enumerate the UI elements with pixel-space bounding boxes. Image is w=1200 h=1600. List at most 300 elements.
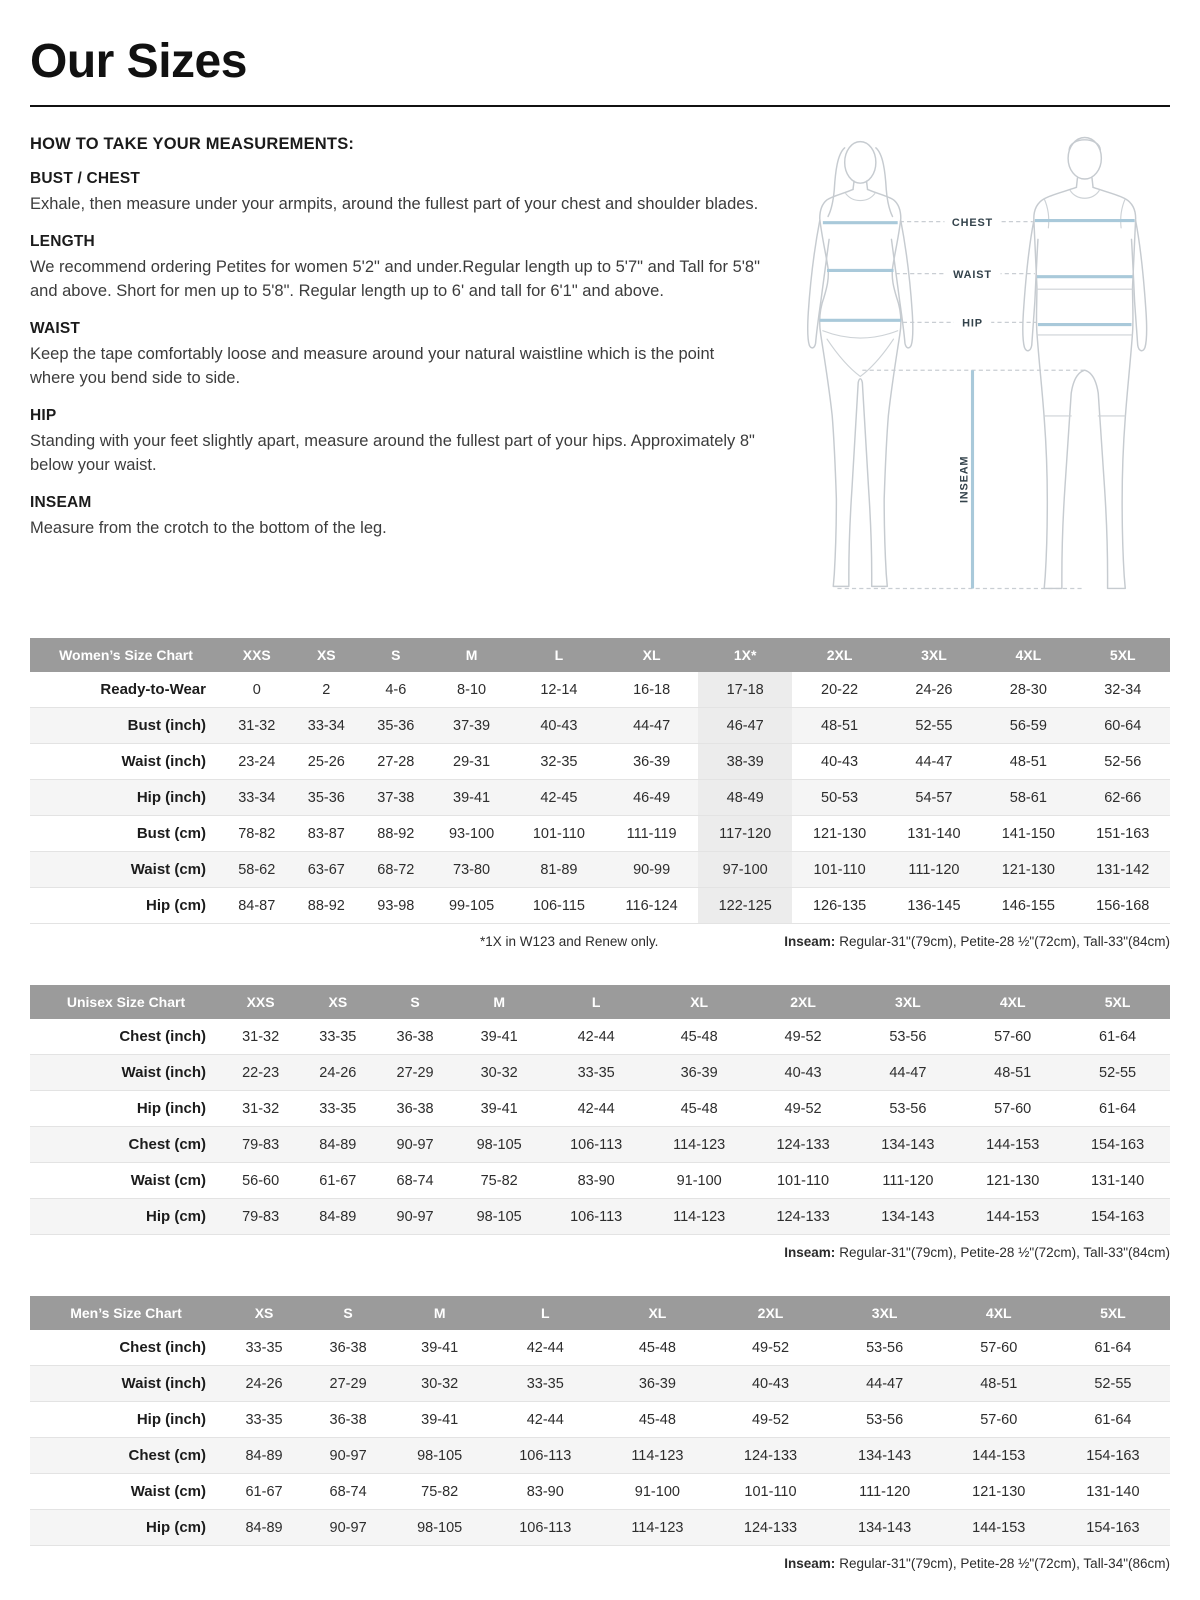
- unisex-footnotes: [30, 1245, 1170, 1260]
- size-cell: 42-44: [577, 1028, 615, 1045]
- column-header: XL: [648, 985, 751, 1019]
- size-cell: 36-38: [396, 1100, 434, 1117]
- hip-label: HIP: [962, 317, 983, 330]
- row-label: Hip (inch): [136, 1411, 206, 1428]
- size-cell: 68-72: [377, 861, 415, 878]
- instruction-body: Measure from the crotch to the bottom of the leg.: [30, 518, 387, 537]
- table-row: [30, 816, 1170, 852]
- size-cell: 48-51: [1009, 753, 1047, 770]
- size-cell: 20-22: [821, 681, 859, 698]
- size-cell: 124-133: [776, 1208, 830, 1225]
- size-cell: 83-87: [307, 825, 345, 842]
- size-cell: 131-140: [907, 825, 961, 842]
- size-cell: 101-110: [744, 1483, 797, 1500]
- size-cell: 79-83: [242, 1208, 280, 1225]
- size-cell: 50-53: [821, 789, 859, 806]
- table-row: [30, 1055, 1170, 1091]
- size-cell: 75-82: [421, 1483, 459, 1500]
- size-cell: 124-133: [743, 1447, 798, 1464]
- size-cell: 39-41: [453, 789, 491, 806]
- size-cell: 31-32: [242, 1100, 280, 1117]
- table-row: [30, 672, 1170, 708]
- size-cell: 79-83: [242, 1136, 280, 1153]
- size-cell: 53-56: [889, 1028, 927, 1045]
- size-cell: 49-52: [784, 1028, 822, 1045]
- measurement-diagram: [775, 125, 1170, 603]
- size-cell: 32-35: [540, 753, 578, 770]
- column-header: S: [376, 985, 453, 1019]
- table-row: [30, 780, 1170, 816]
- size-cell: 44-47: [915, 753, 953, 770]
- size-cell: 154-163: [1086, 1519, 1140, 1536]
- size-cell: 78-82: [238, 825, 276, 842]
- column-header: M: [431, 638, 513, 672]
- unisex-size-chart-table-holder: [30, 985, 1170, 1235]
- size-cell: 32-34: [1104, 681, 1142, 698]
- size-cell: 29-31: [453, 753, 491, 770]
- size-cell: 61-64: [1094, 1339, 1132, 1356]
- size-cell: 33-35: [245, 1411, 283, 1428]
- size-cell: 114-123: [631, 1447, 684, 1464]
- size-cell: 111-119: [626, 825, 677, 842]
- row-label: Waist (cm): [130, 861, 206, 878]
- size-cell: 124-133: [743, 1519, 798, 1536]
- size-cell: 154-163: [1086, 1447, 1140, 1464]
- table-row: [30, 1127, 1170, 1163]
- inseam-footnote: [784, 1556, 1170, 1571]
- size-cell: 39-41: [421, 1339, 459, 1356]
- size-cell: 106-113: [570, 1208, 623, 1225]
- size-cell: 38-39: [698, 744, 792, 780]
- size-cell: 25-26: [307, 753, 345, 770]
- row-label: Hip (cm): [146, 897, 206, 914]
- size-cell: 121-130: [1001, 861, 1055, 878]
- table-row: [30, 1199, 1170, 1235]
- header-row: [30, 1296, 1170, 1330]
- size-cell: 56-60: [242, 1172, 280, 1189]
- womens-size-chart-table-holder: [30, 638, 1170, 924]
- size-cell: 81-89: [540, 861, 578, 878]
- size-cell: 52-55: [1099, 1064, 1137, 1081]
- size-cell: 61-67: [319, 1172, 357, 1189]
- size-cell: 84-89: [319, 1136, 357, 1153]
- size-cell: 49-52: [751, 1339, 790, 1356]
- mens-size-chart-section: [30, 1296, 1170, 1571]
- size-cell: 33-35: [577, 1064, 615, 1081]
- size-cell: 98-105: [476, 1136, 522, 1153]
- size-cell: 30-32: [480, 1064, 518, 1081]
- size-cell: 33-35: [319, 1028, 357, 1045]
- size-cell: 33-34: [238, 789, 276, 806]
- size-cell: 84-89: [319, 1208, 357, 1225]
- page-title: Our Sizes: [30, 35, 247, 88]
- header-row: [30, 638, 1170, 672]
- size-cell: 46-47: [698, 708, 792, 744]
- column-header: XXS: [222, 638, 292, 672]
- size-cell: 42-45: [540, 789, 578, 806]
- column-header: 3XL: [887, 638, 981, 672]
- size-cell: 33-35: [245, 1339, 283, 1356]
- measurement-figure: [775, 125, 1170, 608]
- size-cell: 53-56: [889, 1100, 927, 1117]
- size-cell: 57-60: [994, 1028, 1032, 1045]
- size-cell: 45-48: [638, 1411, 676, 1428]
- size-cell: 97-100: [698, 852, 792, 888]
- table-title: Unisex Size Chart: [30, 985, 222, 1019]
- size-cell: 154-163: [1090, 1208, 1145, 1225]
- size-cell: 93-98: [377, 897, 415, 914]
- row-label: Chest (cm): [128, 1136, 206, 1153]
- size-cell: 101-110: [532, 825, 585, 842]
- size-cell: 53-56: [866, 1411, 904, 1428]
- table-title: Women’s Size Chart: [30, 638, 222, 672]
- row-label: Waist (cm): [130, 1172, 206, 1189]
- size-cell: 98-105: [417, 1519, 463, 1536]
- table-row: [30, 708, 1170, 744]
- size-cell: 36-38: [329, 1339, 367, 1356]
- size-cell: 151-163: [1096, 825, 1150, 842]
- column-header: 1X*: [698, 638, 792, 672]
- column-header: M: [454, 985, 545, 1019]
- size-cell: 144-153: [972, 1519, 1026, 1536]
- column-header: 2XL: [751, 985, 856, 1019]
- header-row: [30, 985, 1170, 1019]
- size-cell: 114-123: [631, 1519, 684, 1536]
- mens-size-chart-table-holder: [30, 1296, 1170, 1546]
- size-cell: 31-32: [242, 1028, 280, 1045]
- column-header: 4XL: [981, 638, 1075, 672]
- size-cell: 27-28: [377, 753, 415, 770]
- size-cell: 101-110: [776, 1172, 830, 1189]
- size-cell: 42-44: [526, 1411, 564, 1428]
- size-cell: 8-10: [457, 681, 487, 698]
- size-cell: 131-142: [1096, 861, 1150, 878]
- size-cell: 48-51: [994, 1064, 1032, 1081]
- size-cell: 68-74: [329, 1483, 367, 1500]
- size-cell: 39-41: [480, 1028, 518, 1045]
- size-cell: 33-35: [526, 1375, 564, 1392]
- table-row: [30, 1330, 1170, 1366]
- size-table: [30, 985, 1170, 1235]
- size-cell: 134-143: [858, 1519, 912, 1536]
- instruction-title: INSEAM: [30, 493, 92, 511]
- column-header: M: [390, 1296, 489, 1330]
- size-cell: 60-64: [1104, 717, 1142, 734]
- size-cell: 2: [322, 681, 331, 698]
- size-cell: 83-90: [526, 1483, 564, 1500]
- size-cell: 36-39: [638, 1375, 676, 1392]
- womens-size-chart-section: [30, 638, 1170, 949]
- size-cell: 106-113: [519, 1447, 572, 1464]
- size-cell: 63-67: [307, 861, 345, 878]
- size-cell: 156-168: [1096, 897, 1150, 914]
- size-cell: 116-124: [625, 897, 678, 914]
- size-cell: 111-120: [859, 1483, 911, 1500]
- waist-label: WAIST: [953, 268, 992, 281]
- size-cell: 45-48: [638, 1339, 676, 1356]
- instruction-title: BUST / CHEST: [30, 170, 141, 187]
- size-cell: 52-55: [1094, 1375, 1132, 1392]
- size-cell: 33-34: [307, 717, 345, 734]
- size-cell: 88-92: [307, 897, 345, 914]
- size-cell: 101-110: [813, 861, 866, 878]
- size-cell: 146-155: [1001, 897, 1055, 914]
- table-row: [30, 1091, 1170, 1127]
- size-cell: 61-67: [245, 1483, 283, 1500]
- inseam-footnote-text: Regular-31"(79cm), Petite-28 ½"(72cm), Tall-33"(84cm): [839, 934, 1170, 949]
- row-label: Waist (inch): [121, 1375, 206, 1392]
- size-cell: 106-115: [532, 897, 585, 914]
- size-cell: 62-66: [1104, 789, 1142, 806]
- inseam-footnote-text: Regular-31"(79cm), Petite-28 ½"(72cm), Tall-34"(86cm): [839, 1556, 1170, 1571]
- size-cell: 36-39: [633, 753, 671, 770]
- size-cell: 114-123: [673, 1208, 726, 1225]
- instruction-inseam: [30, 494, 761, 540]
- size-cell: 134-143: [881, 1136, 935, 1153]
- size-cell: 91-100: [676, 1172, 722, 1189]
- size-cell: 27-29: [396, 1064, 434, 1081]
- size-cell: 48-51: [821, 717, 859, 734]
- instruction-body: Keep the tape comfortably loose and measure around your natural waistline which is the point where you bend side to side.: [30, 345, 715, 387]
- size-cell: 114-123: [673, 1136, 726, 1153]
- size-cell: 48-51: [980, 1375, 1018, 1392]
- instruction-waist: [30, 320, 761, 390]
- size-cell: 131-140: [1090, 1172, 1145, 1189]
- size-cell: 44-47: [866, 1375, 904, 1392]
- size-cell: 31-32: [238, 717, 276, 734]
- mens-footnotes: [30, 1556, 1170, 1571]
- instruction-title: HIP: [30, 407, 57, 425]
- column-header: 5XL: [1065, 985, 1170, 1019]
- size-cell: 90-97: [396, 1208, 434, 1225]
- column-header: 5XL: [1076, 638, 1170, 672]
- inseam-footnote-label: Inseam:: [784, 1556, 836, 1571]
- size-cell: 39-41: [480, 1100, 518, 1117]
- row-label: Chest (cm): [128, 1447, 206, 1464]
- size-cell: 24-26: [245, 1375, 283, 1392]
- size-cell: 45-48: [680, 1028, 718, 1045]
- size-cell: 90-97: [396, 1136, 434, 1153]
- size-cell: 122-125: [698, 888, 792, 924]
- size-cell: 12-14: [540, 681, 578, 698]
- unisex-size-chart-section: [30, 985, 1170, 1260]
- size-cell: 84-89: [245, 1519, 283, 1536]
- size-cell: 88-92: [377, 825, 415, 842]
- size-cell: 40-43: [784, 1064, 822, 1081]
- size-cell: 39-41: [421, 1411, 459, 1428]
- column-header: L: [545, 985, 648, 1019]
- size-cell: 28-30: [1009, 681, 1047, 698]
- row-label: Hip (cm): [146, 1208, 206, 1225]
- size-cell: 154-163: [1090, 1136, 1145, 1153]
- size-cell: 44-47: [889, 1064, 927, 1081]
- size-cell: 37-38: [377, 789, 415, 806]
- size-cell: 134-143: [858, 1447, 912, 1464]
- size-cell: 57-60: [980, 1411, 1018, 1428]
- row-label: Bust (inch): [127, 717, 206, 734]
- size-cell: 75-82: [480, 1172, 518, 1189]
- size-cell: 61-64: [1094, 1411, 1132, 1428]
- size-cell: 22-23: [242, 1064, 280, 1081]
- size-cell: 121-130: [986, 1172, 1040, 1189]
- row-label: Hip (inch): [136, 789, 206, 806]
- size-cell: 126-135: [812, 897, 867, 914]
- size-cell: 117-120: [698, 816, 792, 852]
- size-cell: 4-6: [385, 681, 407, 698]
- size-cell: 68-74: [396, 1172, 434, 1189]
- size-cell: 111-120: [882, 1172, 934, 1189]
- column-header: S: [361, 638, 431, 672]
- size-cell: 141-150: [1001, 825, 1055, 842]
- size-cell: 40-43: [540, 717, 578, 734]
- size-cell: 53-56: [866, 1339, 904, 1356]
- row-label: Waist (inch): [121, 753, 206, 770]
- size-cell: 35-36: [307, 789, 345, 806]
- size-cell: 61-64: [1099, 1100, 1137, 1117]
- size-cell: 36-38: [329, 1411, 367, 1428]
- row-label: Hip (inch): [136, 1100, 206, 1117]
- table-title: Men’s Size Chart: [30, 1296, 222, 1330]
- size-cell: 98-105: [476, 1208, 522, 1225]
- size-cell: 93-100: [448, 825, 495, 842]
- size-cell: 57-60: [994, 1100, 1032, 1117]
- size-cell: 134-143: [881, 1208, 935, 1225]
- size-cell: 144-153: [986, 1208, 1040, 1225]
- inseam-footnote-label: Inseam:: [784, 934, 836, 949]
- size-cell: 57-60: [980, 1339, 1018, 1356]
- column-header: 5XL: [1056, 1296, 1170, 1330]
- table-row: [30, 1163, 1170, 1199]
- instruction-bust-chest: [30, 170, 761, 216]
- size-cell: 61-64: [1099, 1028, 1137, 1045]
- size-cell: 40-43: [751, 1375, 790, 1392]
- male-figure-outline: [1023, 137, 1147, 588]
- size-cell: 131-140: [1086, 1483, 1140, 1500]
- size-cell: 121-130: [972, 1483, 1026, 1500]
- row-label: Chest (inch): [119, 1028, 206, 1045]
- instruction-length: [30, 233, 761, 303]
- inseam-footnote-text: Regular-31"(79cm), Petite-28 ½"(72cm), Tall-33"(84cm): [839, 1245, 1170, 1260]
- row-label: Waist (inch): [121, 1064, 206, 1081]
- size-cell: 121-130: [812, 825, 867, 842]
- size-cell: 49-52: [784, 1100, 822, 1117]
- column-header: XS: [299, 985, 376, 1019]
- measurement-instructions-section: [30, 131, 1170, 608]
- size-cell: 23-24: [238, 753, 276, 770]
- size-cell: 42-44: [526, 1339, 564, 1356]
- size-cell: 84-87: [238, 897, 276, 914]
- column-header: XL: [601, 1296, 713, 1330]
- size-cell: 36-38: [396, 1028, 434, 1045]
- size-cell: 49-52: [751, 1411, 790, 1428]
- instruction-body: Exhale, then measure under your armpits, around the fullest part of your chest and shoulder blades.: [30, 195, 759, 213]
- size-cell: 58-61: [1009, 789, 1047, 806]
- size-cell: 73-80: [453, 861, 491, 878]
- inseam-footnote: [784, 934, 1170, 949]
- column-header: XXS: [222, 985, 299, 1019]
- column-header: L: [489, 1296, 601, 1330]
- column-header: XS: [292, 638, 362, 672]
- table-row: [30, 1402, 1170, 1438]
- instructions-column: [30, 131, 761, 608]
- size-cell: 111-120: [908, 861, 960, 878]
- instruction-title: WAIST: [30, 320, 81, 338]
- chest-label: CHEST: [951, 216, 994, 229]
- size-cell: 16-18: [633, 681, 671, 698]
- size-cell: 30-32: [421, 1375, 459, 1392]
- size-cell: 52-56: [1104, 753, 1142, 770]
- table-row: [30, 1019, 1170, 1055]
- size-cell: 90-97: [329, 1447, 367, 1464]
- table-row: [30, 1474, 1170, 1510]
- size-cell: 99-105: [448, 897, 495, 914]
- row-label: Ready-to-Wear: [100, 681, 206, 698]
- instructions-heading: HOW TO TAKE YOUR MEASUREMENTS:: [30, 135, 355, 153]
- size-cell: 90-97: [329, 1519, 367, 1536]
- table-row: [30, 852, 1170, 888]
- table-row: [30, 744, 1170, 780]
- size-cell: 56-59: [1009, 717, 1047, 734]
- womens-footnotes: [30, 934, 1170, 949]
- column-header: S: [306, 1296, 390, 1330]
- size-cell: 24-26: [915, 681, 953, 698]
- column-header: 3XL: [828, 1296, 942, 1330]
- size-cell: 42-44: [577, 1100, 615, 1117]
- instruction-body: Standing with your feet slightly apart, measure around the fullest part of your hips. Approximately 8" below your waist.: [30, 432, 755, 474]
- size-cell: 40-43: [821, 753, 859, 770]
- instruction-title: LENGTH: [30, 233, 95, 251]
- size-cell: 90-99: [633, 861, 671, 878]
- column-header: 3XL: [855, 985, 960, 1019]
- size-cell: 124-133: [776, 1136, 830, 1153]
- size-cell: 0: [252, 681, 261, 698]
- size-cell: 58-62: [238, 861, 276, 878]
- size-cell: 84-89: [245, 1447, 283, 1464]
- instruction-hip: [30, 407, 761, 477]
- column-header: XL: [605, 638, 698, 672]
- size-cell: 46-49: [633, 789, 671, 806]
- size-cell: 44-47: [633, 717, 671, 734]
- table-row: [30, 1510, 1170, 1546]
- table-row: [30, 1366, 1170, 1402]
- one-x-footnote: *1X in W123 and Renew only.: [480, 934, 659, 949]
- column-header: XS: [222, 1296, 306, 1330]
- size-cell: 83-90: [577, 1172, 615, 1189]
- size-cell: 52-55: [915, 717, 953, 734]
- title-divider: [30, 105, 1170, 107]
- size-cell: 144-153: [986, 1136, 1040, 1153]
- size-cell: 91-100: [634, 1483, 680, 1500]
- size-cell: 45-48: [680, 1100, 718, 1117]
- column-header: 2XL: [713, 1296, 827, 1330]
- column-header: 2XL: [792, 638, 886, 672]
- female-figure-outline: [808, 142, 913, 587]
- row-label: Bust (cm): [136, 825, 206, 842]
- column-header: L: [513, 638, 606, 672]
- size-table: [30, 1296, 1170, 1546]
- size-cell: 24-26: [319, 1064, 357, 1081]
- row-label: Chest (inch): [119, 1339, 206, 1356]
- size-table: [30, 638, 1170, 924]
- column-header: 4XL: [960, 985, 1065, 1019]
- size-cell: 136-145: [907, 897, 961, 914]
- inseam-footnote: [784, 1245, 1170, 1260]
- size-cell: 17-18: [698, 672, 792, 708]
- size-cell: 35-36: [377, 717, 415, 734]
- row-label: Hip (cm): [146, 1519, 206, 1536]
- size-cell: 37-39: [453, 717, 491, 734]
- inseam-footnote-label: Inseam:: [784, 1245, 836, 1260]
